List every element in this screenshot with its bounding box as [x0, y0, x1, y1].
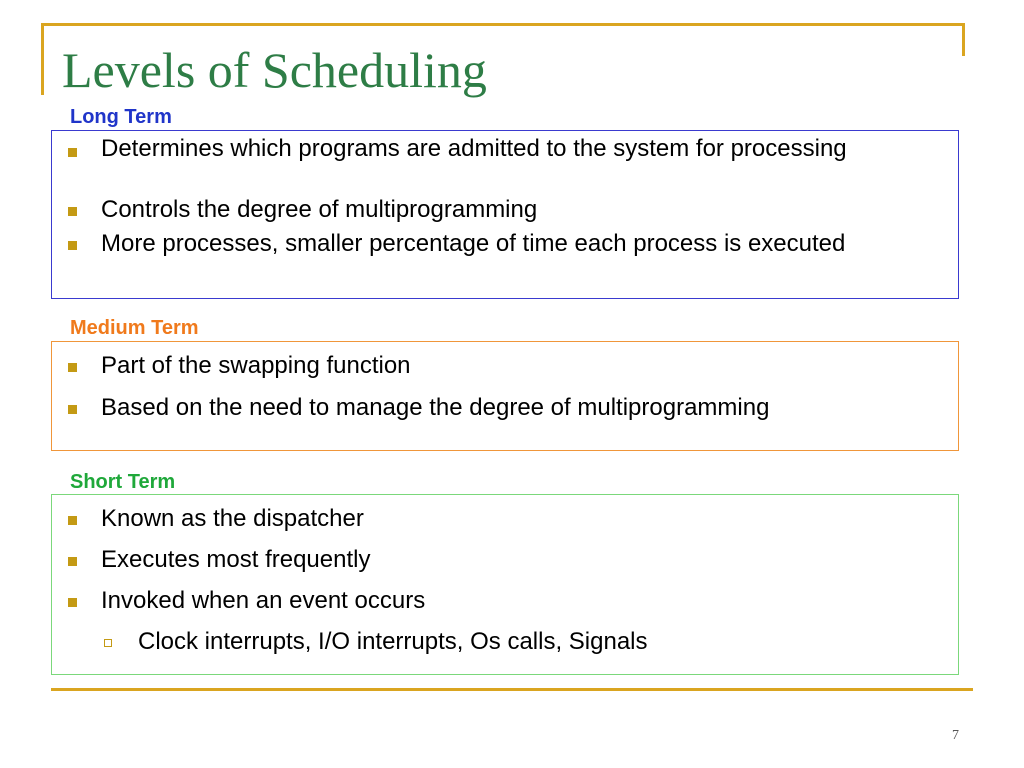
section-label-medium-term: Medium Term — [70, 317, 199, 339]
list-item: Invoked when an event occurs — [101, 587, 426, 614]
list-item: Part of the swapping function — [101, 352, 411, 379]
list-item: Executes most frequently — [101, 546, 371, 573]
bullet-icon — [68, 207, 77, 216]
page-number: 7 — [952, 728, 959, 743]
bullet-icon — [68, 557, 77, 566]
list-item: Determines which programs are admitted to the system for processing — [101, 135, 847, 162]
bullet-icon — [68, 241, 77, 250]
section-label-long-term: Long Term — [70, 106, 172, 128]
medium-term-box — [51, 341, 959, 451]
section-label-short-term: Short Term — [70, 471, 176, 493]
slide-title: Levels of Scheduling — [62, 42, 487, 98]
list-item: Based on the need to manage the degree of multiprogramming — [101, 394, 770, 421]
bullet-icon — [68, 363, 77, 372]
bullet-icon — [68, 598, 77, 607]
list-item: Known as the dispatcher — [101, 505, 364, 532]
bullet-icon — [68, 516, 77, 525]
short-term-box — [51, 494, 959, 675]
list-item: More processes, smaller percentage of time each process is executed — [101, 230, 846, 257]
frame-top-line — [41, 23, 965, 26]
long-term-box — [51, 130, 959, 299]
frame-bottom-line — [51, 688, 973, 691]
bullet-icon — [68, 148, 77, 157]
sub-list-item: Clock interrupts, I/O interrupts, Os calls, Signals — [138, 628, 648, 655]
sub-bullet-icon — [104, 639, 112, 647]
frame-right-line — [962, 23, 965, 56]
list-item: Controls the degree of multiprogramming — [101, 196, 538, 223]
frame-left-line — [41, 23, 44, 95]
bullet-icon — [68, 405, 77, 414]
